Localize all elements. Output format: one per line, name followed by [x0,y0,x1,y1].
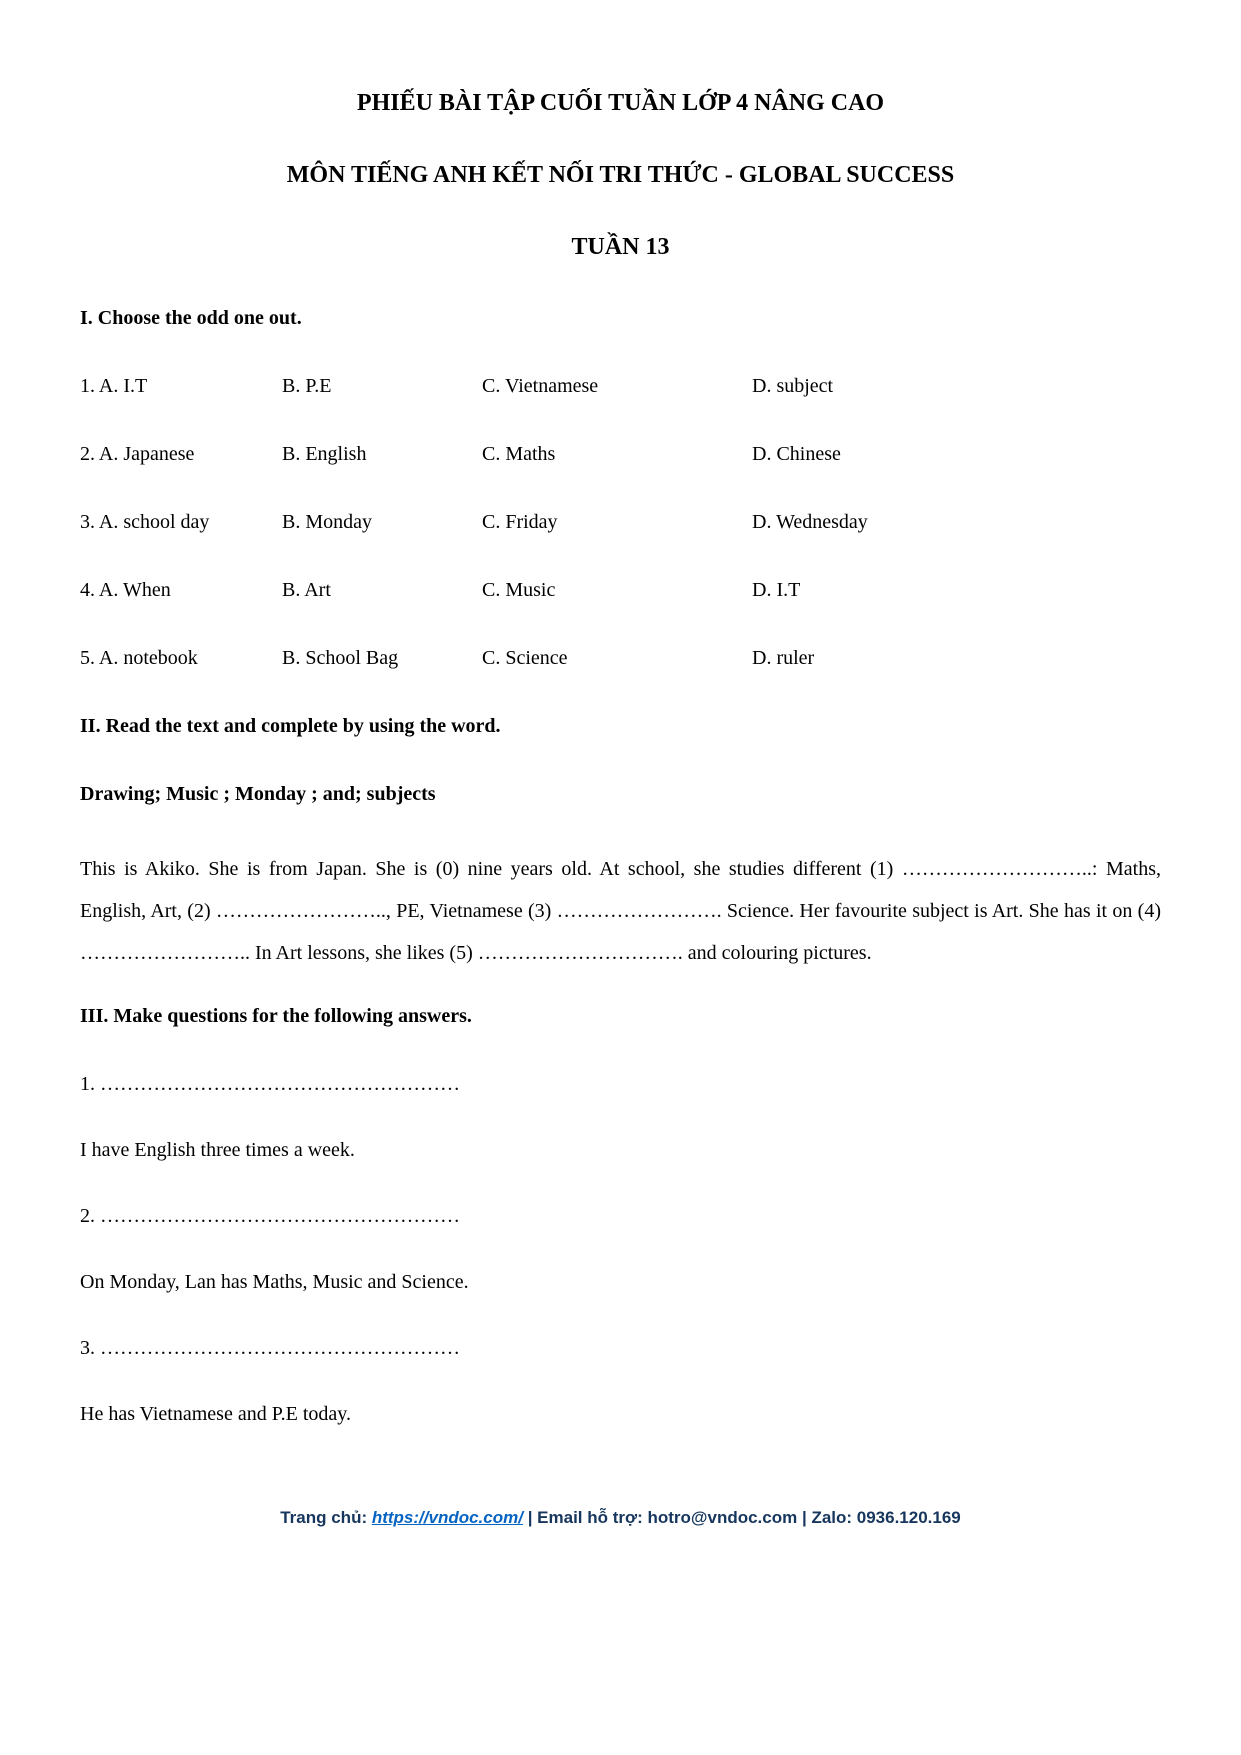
footer-suffix: | Email hỗ trợ: hotro@vndoc.com | Zalo: 0936.120.169 [522,1508,961,1527]
cloze-paragraph: This is Akiko. She is from Japan. She is (0) nine years old. At school, she studies different (1) ………………………..: Maths, English, Art, (2) …………………….., PE, Vietnamese (3) ……………………. Science. Her favourite subject is Art. She has it on (4) …………………….. In Art lessons, she likes (5) …………………………. and colouring pictures. [80,858,1161,964]
answer-2: On Monday, Lan has Maths, Music and Science. [80,1271,469,1293]
odd-one-out-row-5 [80,644,1161,672]
odd-one-out-row-2 [80,440,1161,468]
odd-one-out-row-1 [80,372,1161,400]
row1-option-a: 1. A. I.T [80,375,148,397]
row3-option-c: C. Friday [482,511,558,533]
row1-option-c: C. Vietnamese [482,375,599,397]
row1-option-b: B. P.E [282,375,332,397]
row4-option-d: D. I.T [752,579,801,601]
row2-option-b: B. English [282,443,367,465]
question-blank-1: 1. ……………………………………………… [80,1073,460,1095]
section1-heading: I. Choose the odd one out. [80,307,302,329]
odd-one-out-row-4 [80,576,1161,604]
answer-1: I have English three times a week. [80,1139,355,1161]
word-bank: Drawing; Music ; Monday ; and; subjects [80,783,436,805]
row5-option-a: 5. A. notebook [80,647,198,669]
row1-option-d: D. subject [752,375,834,397]
row2-option-c: C. Maths [482,443,556,465]
row3-option-a: 3. A. school day [80,511,210,533]
section2-heading: II. Read the text and complete by using the word. [80,715,501,737]
row5-option-d: D. ruler [752,647,815,669]
row5-option-c: C. Science [482,647,568,669]
row4-option-b: B. Art [282,579,331,601]
row2-option-a: 2. A. Japanese [80,443,195,465]
page-title-line-3: TUẦN 13 [571,234,670,260]
row3-option-d: D. Wednesday [752,511,868,533]
footer-home-link[interactable]: https://vndoc.com/ [371,1508,523,1527]
page-title-line-1: PHIẾU BÀI TẬP CUỐI TUẦN LỚP 4 NÂNG CAO [356,90,885,116]
row2-option-d: D. Chinese [752,443,841,465]
row4-option-a: 4. A. When [80,579,171,601]
question-blank-3: 3. ……………………………………………… [80,1337,460,1359]
odd-one-out-row-3 [80,508,1161,536]
section3-heading: III. Make questions for the following answers. [80,1005,472,1027]
row5-option-b: B. School Bag [282,647,399,669]
footer-prefix: Trang chủ: [280,1508,372,1527]
row3-option-b: B. Monday [282,511,372,533]
page-footer [0,1506,1241,1530]
answer-3: He has Vietnamese and P.E today. [80,1403,351,1425]
page-title-line-2: MÔN TIẾNG ANH KẾT NỐI TRI THỨC - GLOBAL SUCCESS [286,162,955,188]
row4-option-c: C. Music [482,579,556,601]
question-blank-2: 2. ……………………………………………… [80,1205,460,1227]
